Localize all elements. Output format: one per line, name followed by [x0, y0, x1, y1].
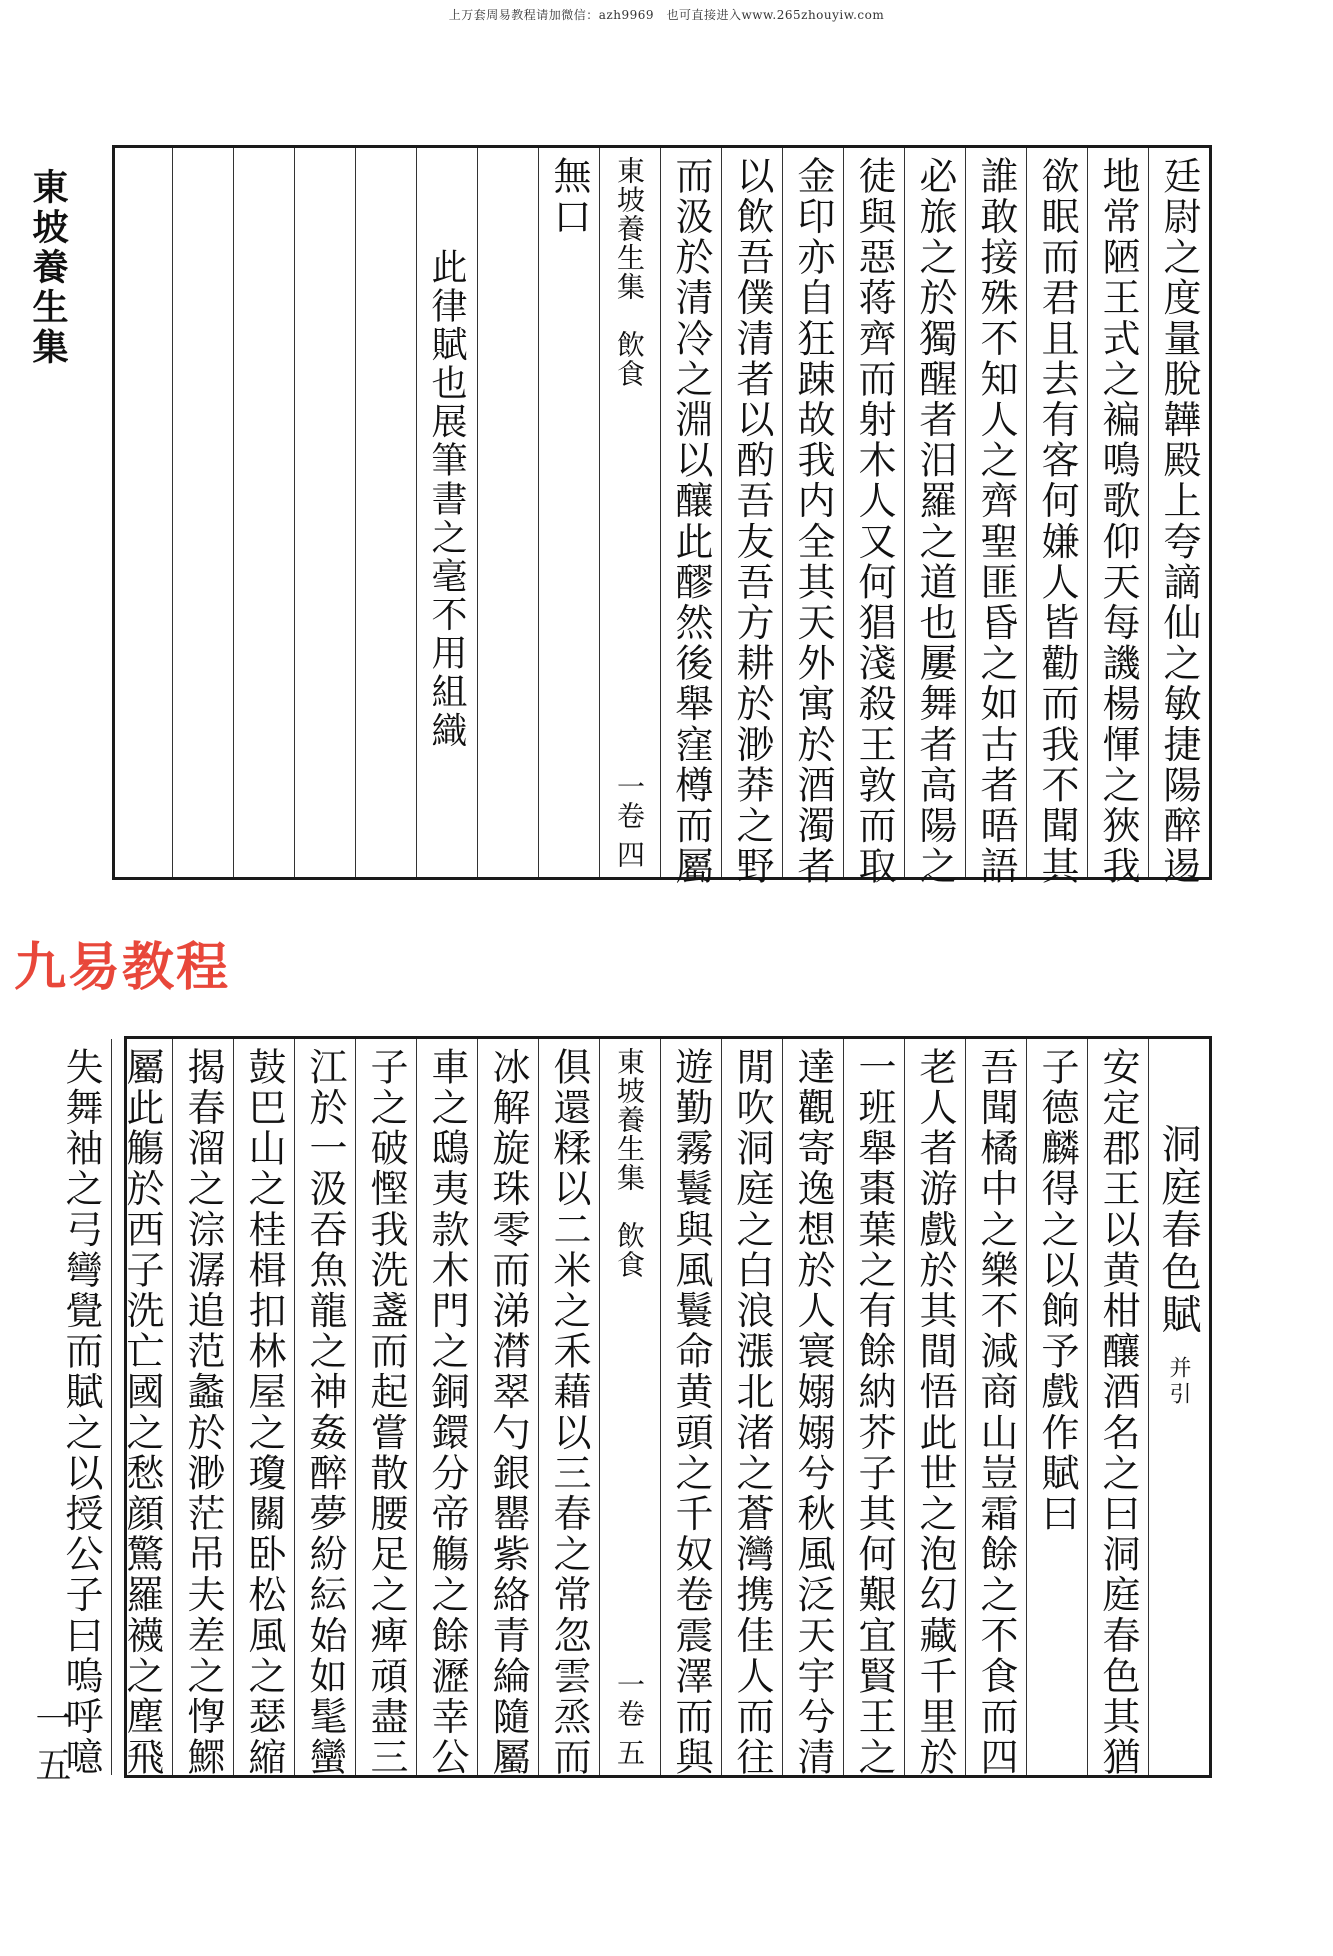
margin-title: 東坡養生集 飲食: [613, 1047, 646, 1279]
margin-title: 東坡養生集 飲食: [613, 156, 646, 388]
margin-volume: [600, 1670, 660, 1767]
margin-column: [599, 1039, 660, 1775]
text-column: 而汲於清冷之淵以釀此醪然後舉窪樽而屬: [660, 148, 721, 877]
text-column: 以飲吾僕清者以酌吾友吾方耕於渺莽之野: [721, 148, 782, 877]
text-column: 無口: [538, 148, 599, 877]
volume-label: 一卷: [613, 772, 646, 831]
empty-column: [233, 148, 294, 877]
top-notice: 上万套周易教程请加微信：azh9969 也可直接进入www.265zhouyiw.com: [448, 8, 885, 22]
text-column: 安定郡王以黄柑釀酒名之曰洞庭春色其猶: [1087, 1039, 1148, 1775]
empty-column: [477, 148, 538, 877]
text-column: 閒吹洞庭之白浪漲北渚之蒼灣携佳人而往: [721, 1039, 782, 1775]
leaf-number: 四: [613, 840, 646, 869]
text-column: 揭春溜之淙潺追范蠡於渺茫吊夫差之惸鰥: [172, 1039, 233, 1775]
text-column: 子之破慳我洗盞而起嘗散腰足之痺頑盡三: [355, 1039, 416, 1775]
empty-column: [355, 148, 416, 877]
bottom-text-block: [59, 1036, 1212, 1778]
text-column: 鼓巴山之桂楫扣林屋之瓊關卧松風之瑟縮: [233, 1039, 294, 1775]
text-column: 必旅之於獨醒者汨羅之道也屢舞者高陽之: [904, 148, 965, 877]
section-heading: [1148, 1039, 1209, 1775]
heading-title: 洞庭春色賦: [1155, 1123, 1201, 1336]
text-column: 子德麟得之以餉予戲作賦曰: [1026, 1039, 1087, 1775]
margin-volume: [600, 772, 660, 869]
text-column: 金印亦自狂踈故我内全其天外寓於酒濁者: [782, 148, 843, 877]
top-text-block: [112, 145, 1212, 887]
heading-sub: 并引: [1166, 1356, 1191, 1408]
empty-column: [111, 148, 172, 877]
book-title: 東坡養生集: [27, 168, 69, 368]
text-column: 江於一汲吞魚龍之神姦醉夢紛紜始如髦蠻: [294, 1039, 355, 1775]
text-column: 遊勤霧鬟與風鬟命黄頭之千奴卷震澤而與: [660, 1039, 721, 1775]
empty-column: [172, 148, 233, 877]
leaf-number: 五: [613, 1738, 646, 1767]
text-column: 冰解旋珠零而涕潸翠勺銀罌紫絡青綸隨屬: [477, 1039, 538, 1775]
text-column: 老人者游戲於其間悟此世之泡幻藏千里於: [904, 1039, 965, 1775]
commentary-note: 此律賦也展筆書之毫不用組織: [416, 148, 477, 877]
volume-label: 一卷: [613, 1670, 646, 1729]
text-column: 一班舉棗葉之有餘納芥子其何艱宜賢王之: [843, 1039, 904, 1775]
text-column: 徒與惡蒋齊而射木人又何猖淺殺王敦而取: [843, 148, 904, 877]
text-column: 地常陋王式之褊鳴歌仰天每譏楊惲之狹我: [1087, 148, 1148, 877]
text-column: 車之鴟夷款木門之銅鐶分帝觴之餘瀝幸公: [416, 1039, 477, 1775]
text-column: 吾聞橘中之樂不減商山豈霜餘之不食而四: [965, 1039, 1026, 1775]
text-column: 廷尉之度量脫韡殿上夸謫仙之敏捷陽醉逷: [1148, 148, 1209, 877]
text-column: 失舞袖之弓彎覺而賦之以授公子曰嗚呼噫: [59, 1047, 103, 1778]
empty-column: [294, 148, 355, 877]
watermark-logo: 九易教程: [14, 938, 231, 998]
page-number: 一五: [30, 1700, 71, 1792]
text-column: 俱還糅以二米之禾藉以三春之常忽雲烝而: [538, 1039, 599, 1775]
text-column: 誰敢接殊不知人之齊聖匪昏之如古者晤語: [965, 148, 1026, 877]
text-column: 屬此觴於西子洗亡國之愁顔驚羅襪之塵飛: [111, 1039, 172, 1775]
text-column: 欲眠而君且去有客何嫌人皆勸而我不聞其: [1026, 148, 1087, 877]
text-column: 達觀寄逸想於人寰嫋嫋兮秋風泛天宇兮清: [782, 1039, 843, 1775]
margin-column: [599, 148, 660, 877]
